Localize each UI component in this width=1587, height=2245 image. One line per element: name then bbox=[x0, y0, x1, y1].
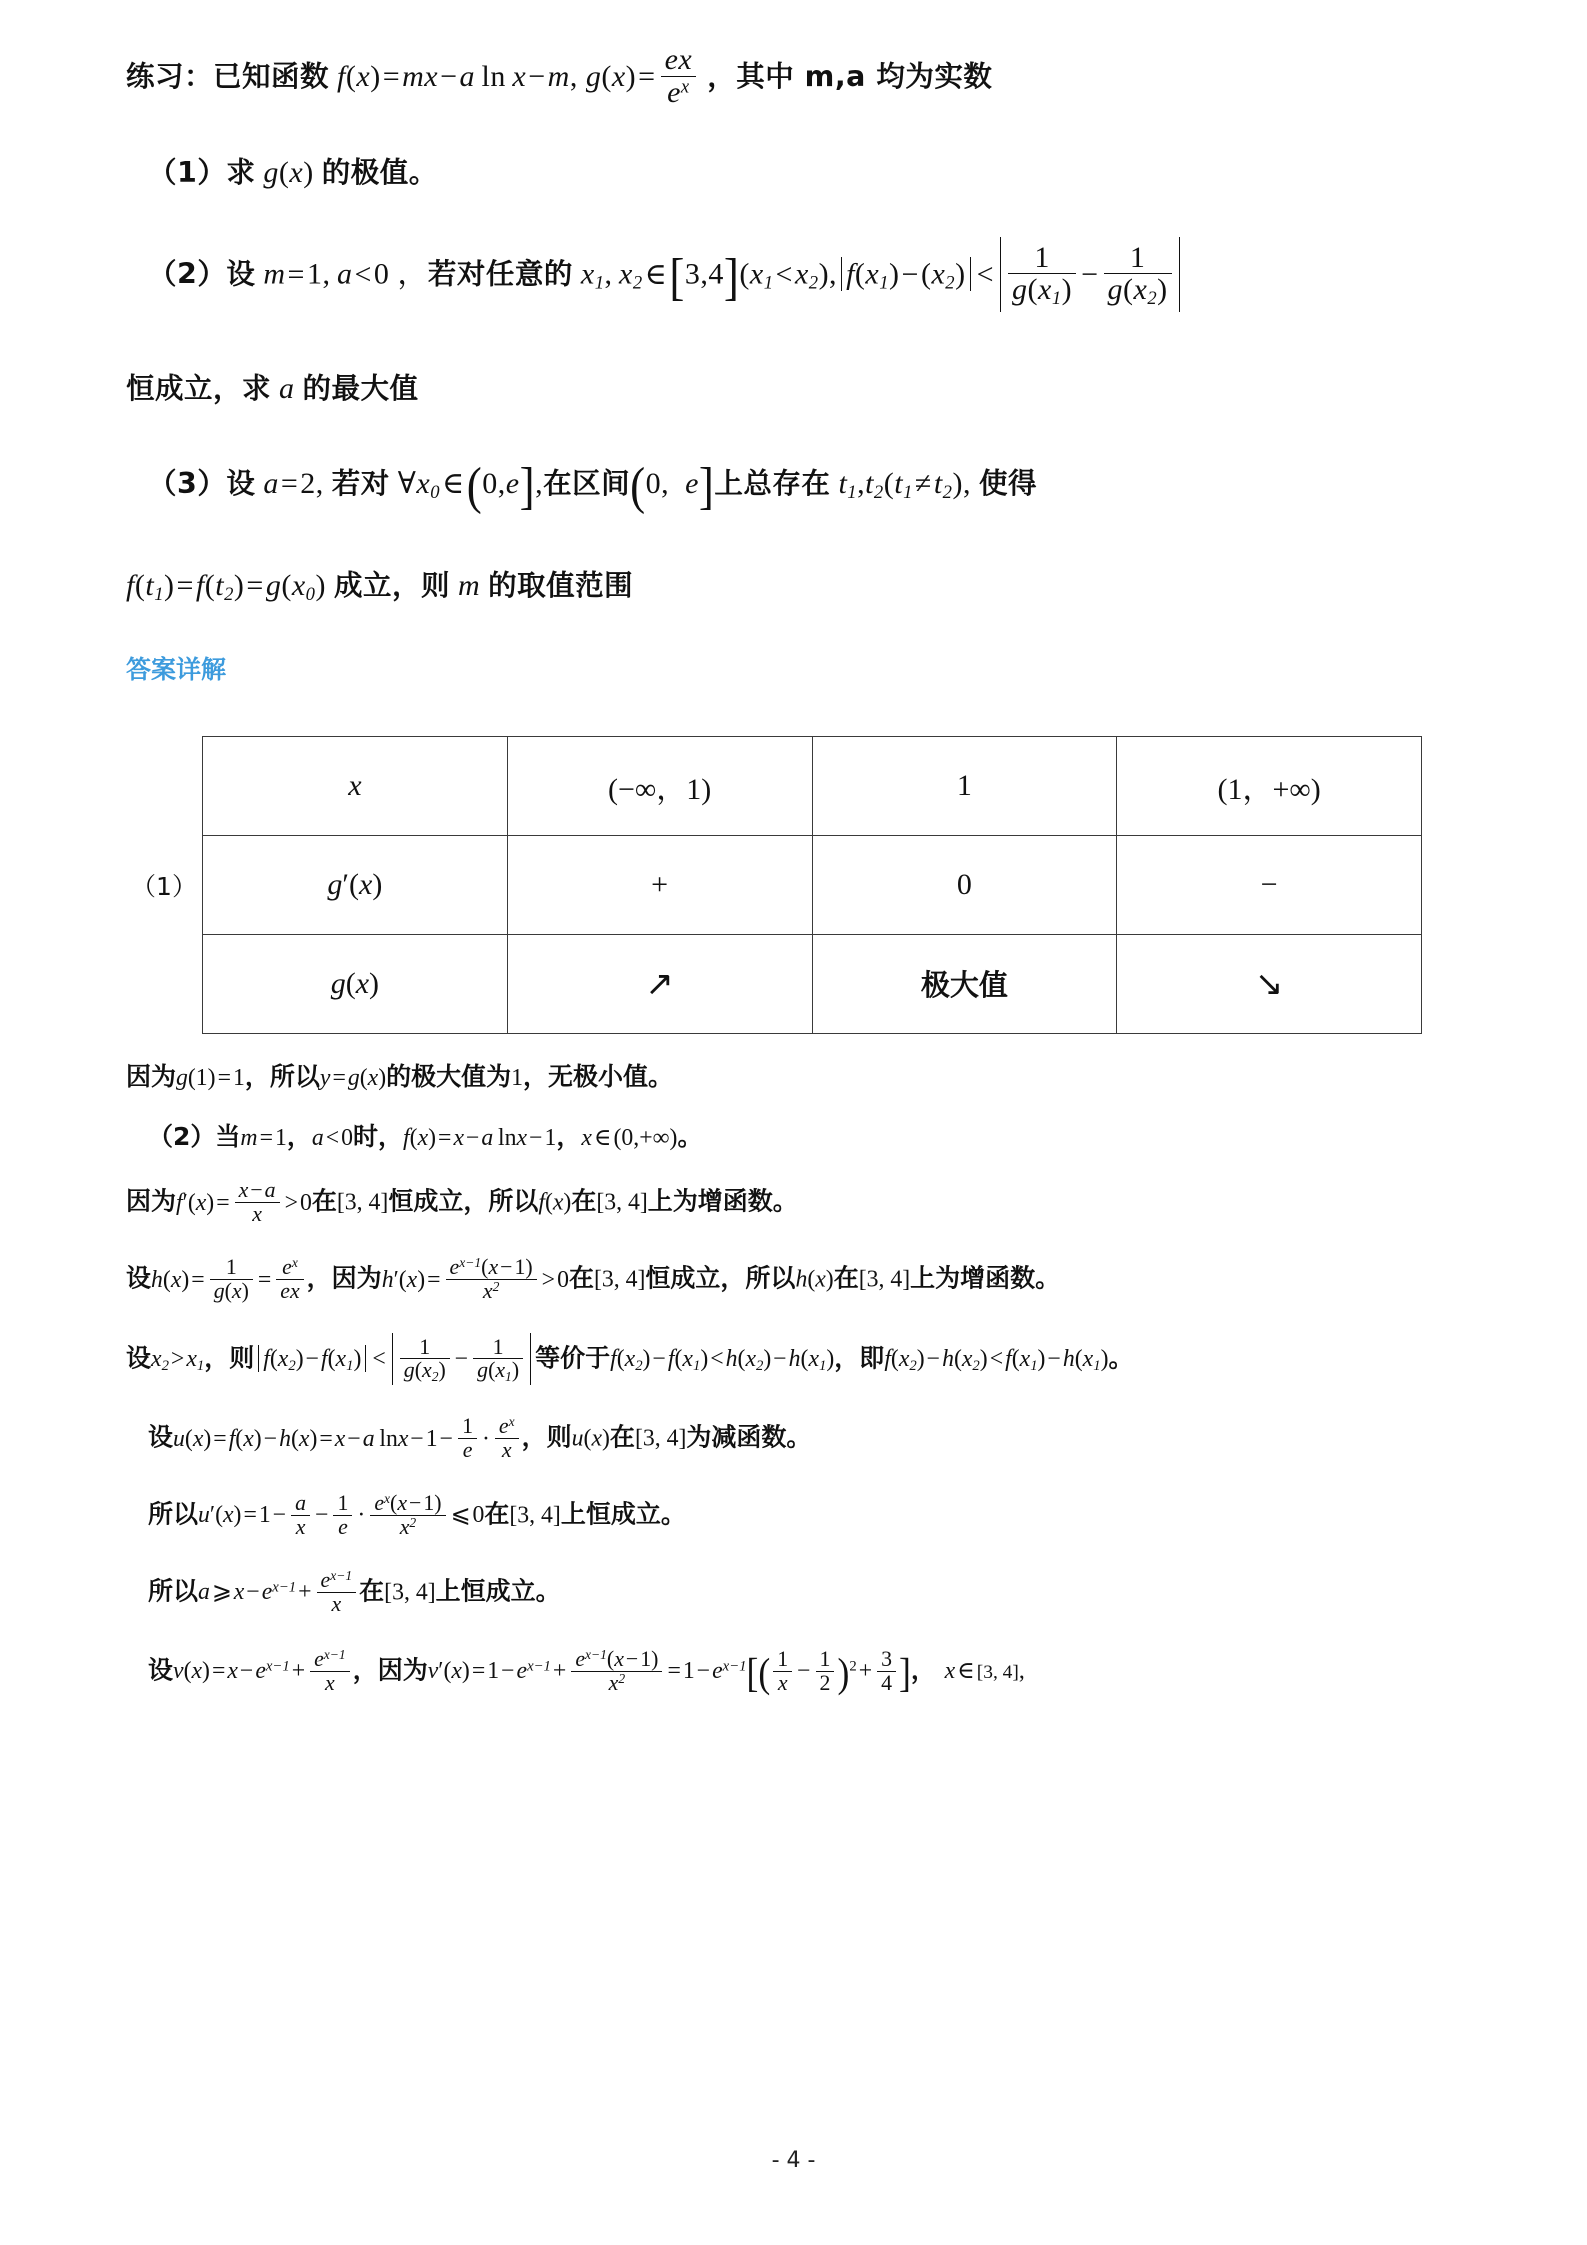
table-row bbox=[203, 736, 1422, 835]
solution-line-7: 所以u′(x)=1− $\frac{a}{x}$ − $\frac{1}{e}$ · $\frac{e^x(x-1)}{x^2}$ ⩽0在[3, 4]上恒成立。 bbox=[148, 1490, 686, 1539]
answer-section-heading: 答案详解 bbox=[126, 654, 227, 684]
table-cell-gprime-1: + bbox=[507, 835, 812, 934]
table-cell-interval-1: (−∞，1) bbox=[507, 736, 812, 835]
table-cell-g-label: g(x) bbox=[203, 934, 508, 1033]
problem-part-2: （2）设 m=1, a<0 ，若对任意的 $x_1$, $x_2\in[3,4](x_1<x_2)$, $f(x_1)-(x_2)$ < $\frac{1}{g(x_1)}$ − $\frac{1}{g(x_2)}$ bbox=[126, 237, 1466, 312]
table-cell-point: 1 bbox=[812, 736, 1117, 835]
table-cell-g-3 bbox=[1117, 934, 1422, 1033]
problem-stem-lead: 已知函数 bbox=[213, 59, 330, 93]
solution-line-1: 因为g(1)=1，所以y=g(x)的极大值为1，无极小值。 bbox=[126, 1061, 674, 1091]
problem-prefix: 练习： bbox=[126, 59, 214, 93]
table-cell-header-x: x bbox=[203, 736, 508, 835]
solution-line-5: 设$x_2>x_1$，则 $f(x_2)-f(x_1)$ < $\frac{1}{g(x_2)}$ − $\frac{1}{g(x_1)}$ 等价于$f(x_2)-f(x_1)<h(x_2)-h(x_1)$，即$f(x_2)-h(x_2)<f(x_1)-h(x_1)$。 bbox=[126, 1334, 1134, 1385]
solution-line-4: 设h(x)= $\frac{1}{g(x)}$ = $\frac{e^x}{ex}$ ，因为h′(x)= $\frac{e^{x-1}(x-1)}{x^2}$ >0在[3, 4]恒成立，所以h(x)在[3, 4]上为增函数。 bbox=[126, 1254, 1061, 1303]
arrow-down-icon: ↘ bbox=[1254, 963, 1284, 1004]
variation-table-wrapper bbox=[126, 736, 1466, 1034]
problem-part-3-cont: $f(t_1)=f(t_2)=g(x_0)$ 成立，则 m 的取值范围 bbox=[126, 568, 634, 605]
solution-line-2: （2）当m=1，a<0时，f(x)=x−a lnx−1，x∈(0,+∞)。 bbox=[148, 1122, 703, 1152]
table-cell-gprime-2: 0 bbox=[812, 835, 1117, 934]
table-cell-g-1 bbox=[507, 934, 812, 1033]
variation-table bbox=[202, 736, 1422, 1034]
table-cell-gprime-label: g′(x) bbox=[203, 835, 508, 934]
table-cell-interval-2: (1，+∞) bbox=[1117, 736, 1422, 835]
solution-line-6: 设u(x)=f(x)−h(x)=x−a lnx−1− $\frac{1}{e}$ · $\frac{e^x}{x}$ ，则u(x)在[3, 4]为减函数。 bbox=[148, 1414, 812, 1462]
table-row bbox=[203, 934, 1422, 1033]
problem-part-3: （3）设 a=2, 若对 $\forall x_0\in(0,e]$,在区间(0, e]上总存在 $t_1,t_2(t_1\ne t_2)$, 使得 bbox=[148, 457, 1037, 515]
variation-table-row-label: （1） bbox=[131, 871, 197, 901]
problem-part-2-cont: 恒成立，求 a 的最大值 bbox=[126, 372, 419, 405]
solution-line-9: 设$v(x)=x-e^{x-1}+$ $\frac{e^{x-1}}{x}$ ，因为$v'(x)=1-e^{x-1}+$ $\frac{e^{x-1}(x-1)}{x^2}$ $=1-e^{x-1}$[( $\frac{1}{x}$ − $\frac{1}{2}$ )$^2$+ $\frac{3}{4}$ ]， x∈ [3, 4], bbox=[148, 1646, 1025, 1696]
page-number: - 4 - bbox=[771, 2148, 816, 2173]
table-cell-g-2: 极大值 bbox=[812, 934, 1117, 1033]
problem-part-1: （1）求 g(x) 的极值。 bbox=[148, 156, 438, 189]
table-cell-gprime-3: − bbox=[1117, 835, 1422, 934]
table-row bbox=[203, 835, 1422, 934]
arrow-up-icon: ↗ bbox=[645, 963, 674, 1004]
solution-line-8: 所以$a⩾x-e^{x-1}+$ $\frac{e^{x-1}}{x}$ 在[3, 4]上恒成立。 bbox=[148, 1567, 561, 1616]
solution-line-3: 因为f′(x)= $\frac{x-a}{x}$ >0在[3, 4]恒成立，所以f(x)在[3, 4]上为增函数。 bbox=[126, 1178, 798, 1227]
problem-stem: 练习：已知函数 f(x)=mx−a ln x−m, g(x)= $\frac{ex}{e^x}$ ，其中 m,a 均为实数 bbox=[126, 43, 993, 109]
page-content bbox=[126, 44, 1466, 1723]
problem-stem-tail: ，其中 m,a 均为实数 bbox=[707, 59, 993, 93]
